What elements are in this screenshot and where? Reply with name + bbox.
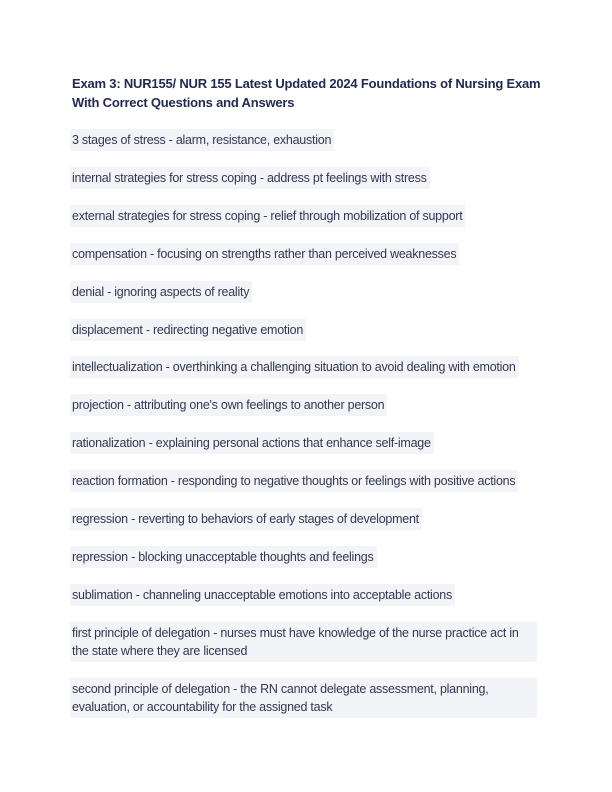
flashcard-projection: projection - attributing one's own feelings to another person (70, 394, 387, 416)
flashcard-reaction-formation: reaction formation - responding to negative thoughts or feelings with positive actions (70, 470, 518, 492)
flashcard-intellectualization: intellectualization - overthinking a challenging situation to avoid dealing with emotion (70, 356, 519, 378)
flashcard-stages-of-stress: 3 stages of stress - alarm, resistance, exhaustion (70, 129, 334, 151)
flashcard-second-principle-delegation: second principle of delegation - the RN cannot delegate assessment, planning, evaluation, or accountability for the assigned task (70, 678, 537, 718)
document-title: Exam 3: NUR155/ NUR 155 Latest Updated 2024 Foundations of Nursing Exam With Correct Questions and Answers (72, 76, 541, 110)
flashcard-regression: regression - reverting to behaviors of early stages of development (70, 508, 422, 530)
flashcard-first-principle-delegation: first principle of delegation - nurses must have knowledge of the nurse practice act in the state where they are licensed (70, 622, 537, 662)
flashcard-denial: denial - ignoring aspects of reality (70, 281, 252, 303)
flashcard-internal-coping: internal strategies for stress coping - address pt feelings with stress (70, 167, 430, 189)
flashcard-rationalization: rationalization - explaining personal actions that enhance self-image (70, 432, 434, 454)
flashcard-repression: repression - blocking unacceptable thoughts and feelings (70, 546, 377, 568)
flashcard-external-coping: external strategies for stress coping - relief through mobilization of support (70, 205, 465, 227)
flashcard-displacement: displacement - redirecting negative emotion (70, 319, 306, 341)
flashcard-compensation: compensation - focusing on strengths rather than perceived weaknesses (70, 243, 459, 265)
flashcard-sublimation: sublimation - channeling unacceptable emotions into acceptable actions (70, 584, 455, 606)
